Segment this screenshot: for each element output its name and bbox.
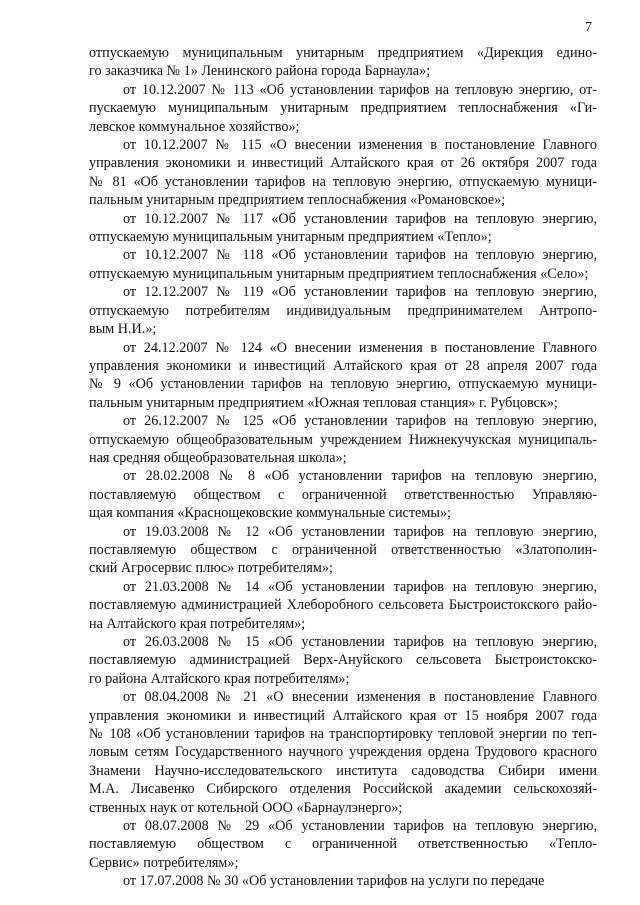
paragraph [89,210,597,247]
paragraph [89,246,597,283]
paragraph [89,817,597,872]
text-line: поставляемую обществом с ограниченной ответственностью Управляю- [89,486,597,503]
text-line: от 10.12.2007 № 113 «Об установлении тарифов на тепловую энергию, от- [123,81,597,98]
text-line: Сервис» потребителям»; [89,854,239,871]
text-line: от 19.03.2008 № 12 «Об установлении тарифов на тепловую энергию, [123,523,597,540]
paragraph [89,872,597,890]
paragraph [89,467,597,522]
text-line: отпускаемую муниципальным унитарным предприятием «Тепло»; [89,229,492,246]
text-line: отпускаемую муниципальным унитарным предприятием теплоснабжения «Село»; [89,265,589,282]
text-line: го заказчика № 1» Ленинского района города Барнаула»; [89,63,431,80]
paragraph [89,523,597,578]
text-line: отпускаемую общеобразовательным учреждением Нижнекучукская муниципаль- [89,431,597,448]
text-line: отпускаемую муниципальным унитарным предприятием «Дирекция едино- [89,45,597,61]
text-line: пальным унитарным предприятием теплоснабжения «Романовское»; [89,192,506,209]
paragraph [89,633,597,688]
text-line: на Алтайского края потребителям»; [89,615,306,632]
text-line: от 28.02.2008 № 8 «Об установлении тарифов на тепловую энергию, [123,468,597,485]
text-line: от 26.03.2008 № 15 «Об установлении тарифов на тепловую энергию, [123,634,597,650]
text-line: ский Агросервис плюс» потребителям»; [89,560,333,577]
text-line: управления экономики и инвестиций Алтайского края от 28 апреля 2007 года [89,357,597,374]
text-line: отпускаемую потребителям индивидуальным предпринимателем Антропо- [89,302,597,319]
text-line: вым Н.И.»; [89,321,157,338]
paragraph [89,688,597,817]
page-number: 7 [585,20,592,35]
text-line: щая компания «Краснощековские коммунальные системы»; [89,505,451,522]
text-line: пускаемую муниципальным унитарным предприятием теплоснабжения «Ги- [89,100,597,117]
text-line: от 10.12.2007 № 117 «Об установлении тарифов на тепловую энергию, [123,210,597,227]
text-line: от 08.04.2008 № 21 «О внесении изменения в постановление Главного [123,689,597,706]
text-line: пальным унитарным предприятием «Южная тепловая станция» г. Рубцовск»; [89,394,558,411]
text-line: го района Алтайского края потребителям»; [89,670,350,687]
text-line: от 26.12.2007 № 125 «Об установлении тарифов на тепловую энергию, [123,413,597,430]
paragraph [89,81,597,136]
text-line: ная средняя общеобразовательная школа»; [89,449,347,466]
text-line: М.А. Лисавенко Сибирского отделения Российской академии сельскохозяй- [89,781,597,798]
text-line: от 10.12.2007 № 115 «О внесении изменения в постановление Главного [123,137,597,154]
text-line: поставляемую обществом с ограниченной ответственностью «Златополин- [89,541,597,558]
text-line: № 81 «Об установлении тарифов на тепловую энергию, отпускаемую муници- [89,173,597,190]
paragraph [89,578,597,633]
paragraph [89,283,597,338]
text-line: от 24.12.2007 № 124 «О внесении изменения в постановление Главного [123,339,597,356]
text-line: поставляемую администрацией Хлеборобного сельсовета Быстроистокского райо- [89,597,597,614]
text-line: № 9 «Об установлении тарифов на тепловую энергию, отпускаемую муници- [89,376,597,393]
text-line: поставляемую администрацией Верх-Ануйского сельсовета Быстроистокско- [89,652,597,669]
document-body [89,44,597,891]
paragraph [89,412,597,467]
text-line: поставляемую обществом с ограниченной ответственностью «Тепло- [89,836,597,853]
text-line: управления экономики и инвестиций Алтайского края от 15 ноября 2007 года [89,707,597,724]
text-line: № 108 «Об установлении тарифов на транспортировку тепловой энергии по теп- [89,726,597,743]
text-line: управления экономики и инвестиций Алтайского края от 26 октября 2007 года [89,155,597,172]
text-line: ственных наук от котельной ООО «Барнаулэнерго»; [89,799,403,816]
paragraph [89,44,597,81]
text-line: от 10.12.2007 № 118 «Об установлении тарифов на тепловую энергию, [123,247,597,264]
text-line: ловым сетям Государственного научного учреждения ордена Трудового красного [89,744,597,761]
text-line: от 21.03.2008 № 14 «Об установлении тарифов на тепловую энергию, [123,578,597,595]
paragraph [89,339,597,413]
text-line: левское коммунальное хозяйство»; [89,118,300,135]
paragraph [89,136,597,210]
text-line: от 17.07.2008 № 30 «Об установлении тарифов на услуги по передаче [123,873,545,890]
text-line: от 12.12.2007 № 119 «Об установлении тарифов на тепловую энергию, [123,284,597,301]
text-line: от 08.07.2008 № 29 «Об установлении тарифов на тепловую энергию, [123,818,597,835]
text-line: Знамени Научно-исследовательского института садоводства Сибири имени [89,762,597,779]
